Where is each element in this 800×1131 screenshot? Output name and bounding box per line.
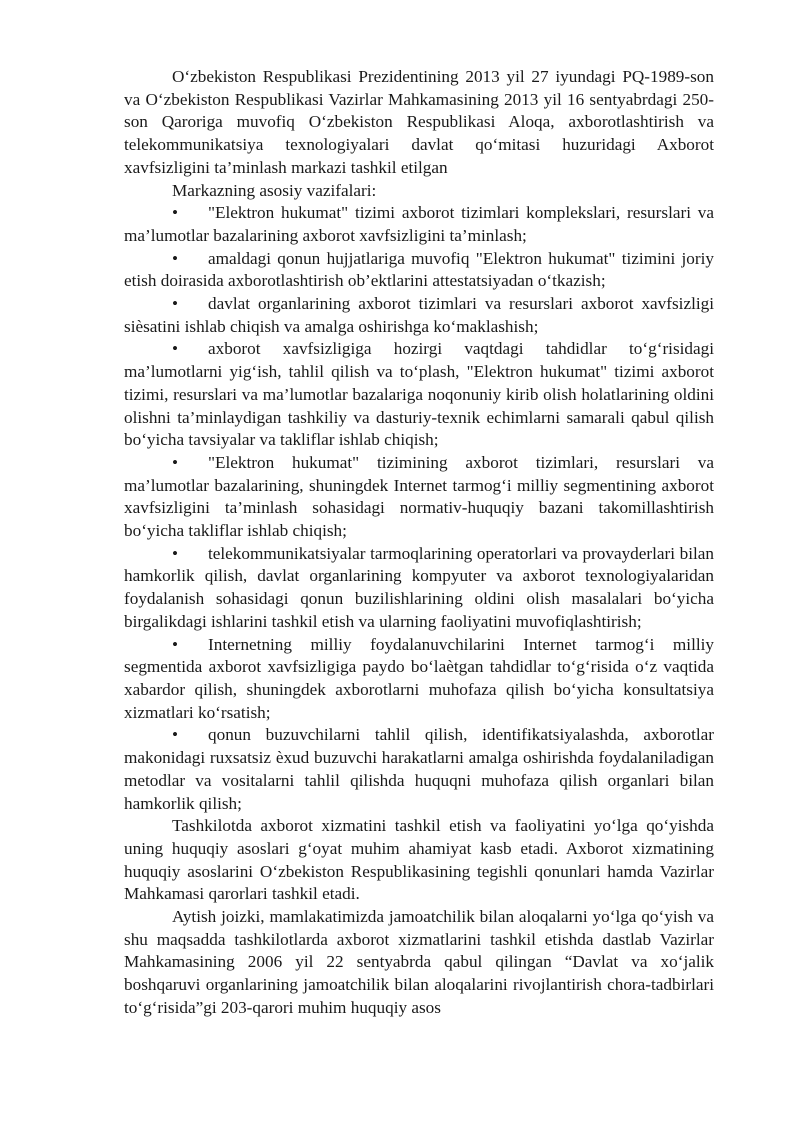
bullet-text: "Elektron hukumat" tizimi axborot tizimlari komplekslari, resurslari va ma’lumotlar bazalarining axborot xavfsizligini ta’minlash; <box>124 203 714 245</box>
bullet-icon: • <box>172 452 179 472</box>
bullet-icon: • <box>172 294 179 314</box>
bullet-text: amaldagi qonun hujjatlariga muvofiq "Elektron hukumat" tizimini joriy etish doirasida axborotlashtirish ob’ektlarini attestatsiyadan o‘tkazish; <box>124 248 714 291</box>
bullet-item <box>124 543 714 634</box>
paragraph-public-relations: Aytish joizki, mamlakatimizda jamoatchilik bilan aloqalarni yo‘lga qo‘yish va shu maqsadda tashkilotlarda axborot xizmatlarini tashkil etishda dastlab Vazirlar Mahkamasining 2006 yil 22 sentyabrda qabul qilingan “Davlat va xo‘jalik boshqaruvi organlarining jamoatchilik bilan aloqalarini rivojlantirish chora-tadbirlari to‘g‘risida”gi 203-qarori muhim huquqiy asos <box>124 907 714 1017</box>
bullet-icon: • <box>172 725 179 745</box>
paragraph-tasks-heading: Markazning asosiy vazifalari: <box>172 180 377 200</box>
bullet-text: Internetning milliy foydalanuvchilarini Internet tarmog‘i milliy segmentida axborot xavfsizligiga paydo bo‘laѐtgan tahdidlar to‘g‘risida o‘z vaqtida xabardor qilish, shuningdek axborotlarni muhofaza qilish bo‘yicha konsultatsiya xizmatlari ko‘rsatish; <box>124 634 714 722</box>
bullet-item <box>124 338 714 452</box>
paragraph-intro: O‘zbekiston Respublikasi Prezidentining 2013 yil 27 iyundagi PQ-1989-son va O‘zbekiston Respublikasi Vazirlar Mahkamasining 2013 yil 16 sentyabrdagi 250-son Qaroriga muvofiq O‘zbekiston Respublikasi Aloqa, axborotlashtirish va telekommunikatsiya texnologiyalari davlat qo‘mitasi huzuridagi Axborot xavfsizligini ta’minlash markazi tashkil etilgan <box>124 67 714 177</box>
bullet-icon: • <box>172 203 179 223</box>
bullet-item <box>124 634 714 725</box>
paragraph-legal-basis: Tashkilotda axborot xizmatini tashkil etish va faoliyatini yo‘lga qo‘yishda uning huquqiy asoslari g‘oyat muhim ahamiyat kasb etadi. Axborot xizmatining huquqiy asoslarini O‘zbekiston Respublikasining tegishli qonunlari hamda Vazirlar Mahkamasi qarorlari tashkil etadi. <box>124 816 714 904</box>
bullet-text: davlat organlarining axborot tizimlari va resurslari axborot xavfsizligi siѐsatini ishlab chiqish va amalga oshirishga ko‘maklashish; <box>124 294 714 336</box>
bullet-text: telekommunikatsiyalar tarmoqlarining operatorlari va provayderlari bilan hamkorlik qilish, davlat organlarining kompyuter va axborot texnologiyalaridan foydalanish sohasidagi qonun buzilishlarining oldini olish masalalari bo‘yicha birgalikdagi ishlarini tashkil etish va ularning faoliyatini muvofiqlashtirish; <box>124 543 714 631</box>
bullet-item <box>124 248 714 293</box>
document-page <box>124 66 714 1020</box>
bullet-icon: • <box>172 634 179 654</box>
bullet-item <box>124 452 714 543</box>
bullet-text: "Elektron hukumat" tizimining axborot tizimlari, resurslari va ma’lumotlar bazalarining, shuningdek Internet tarmog‘i milliy segmentining axborot xavfsizligini ta’minlash sohasidagi normativ-huquqiy bazani takomillashtirish bo‘yicha takliflar ishlab chiqish; <box>124 452 714 541</box>
bullet-text: qonun buzuvchilarni tahlil qilish, identifikatsiyalashda, axborotlar makonidagi ruxsatsiz ѐxud buzuvchi harakatlarni amalga oshirishda foydalaniladigan metodlar va vositalarni tahlil qilishda huquqni muhofaza qilish organlari bilan hamkorlik qilish; <box>124 725 714 813</box>
bullet-item <box>124 202 714 247</box>
bullet-item <box>124 293 714 338</box>
bullet-item <box>124 724 714 815</box>
bullet-text: axborot xavfsizligiga hozirgi vaqtdagi tahdidlar to‘g‘risidagi ma’lumotlarni yig‘ish, tahlil qilish va to‘plash, "Elektron hukumat" tizimi axborot tizimi, resurslari va ma’lumotlar bazalariga noqonuniy kirib olish holatlarining oldini olishni ta’minlaydigan tashkiliy va dasturiy-texnik echimlarni samarali qabul qilish bo‘yicha tavsiyalar va takliflar ishlab chiqish; <box>124 339 714 450</box>
bullet-icon: • <box>172 339 179 359</box>
bullet-icon: • <box>172 248 179 268</box>
bullet-icon: • <box>172 543 179 563</box>
